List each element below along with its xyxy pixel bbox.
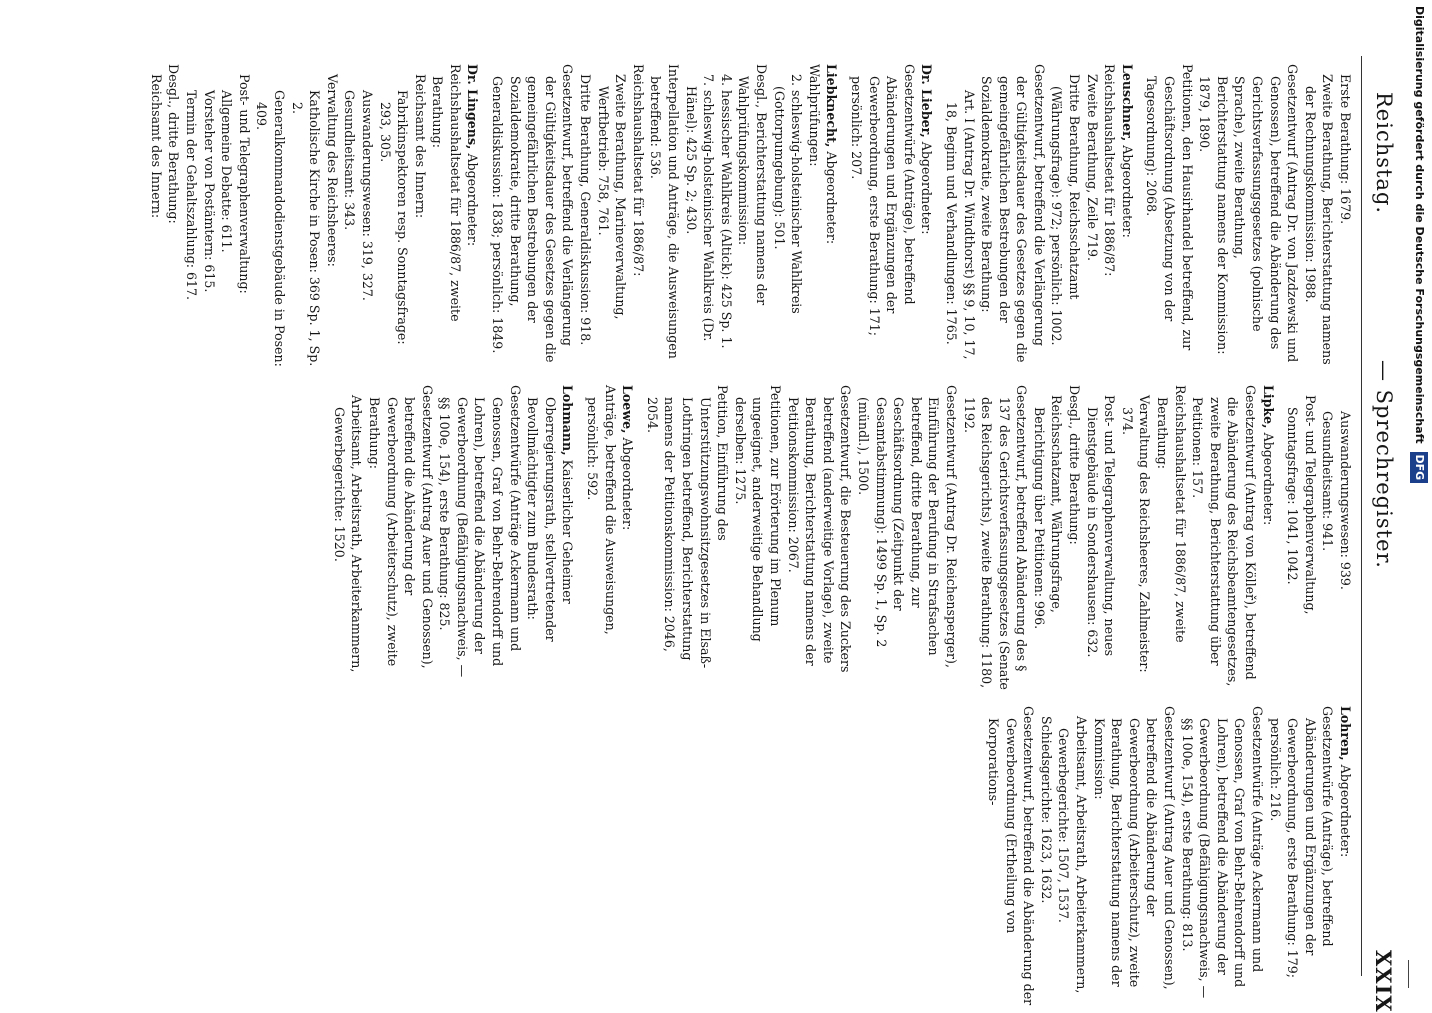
entry-line: [854, 385, 960, 691]
sponsor-strip: [1408, 6, 1432, 606]
entry-text: Zweite Berathung, Zeile 719.: [1084, 74, 1100, 261]
entry-line: [784, 385, 854, 691]
speaker-name: Leuschner,: [1119, 64, 1135, 142]
scan-edge-mark: [1408, 960, 1409, 988]
entry-line: [918, 64, 936, 370]
entry-line: [376, 64, 411, 370]
speaker-name: Lipke,: [1260, 385, 1276, 429]
speaker-name: Lohren,: [1338, 706, 1353, 761]
entry-text: Gesundheitsamt: 343.: [342, 90, 358, 231]
register-entry: [1143, 64, 1354, 370]
sponsor-text-line: [1410, 6, 1428, 606]
register-entry: [489, 64, 841, 370]
register-entry: [1284, 385, 1354, 691]
entry-line: [731, 385, 784, 691]
entry-line: [1301, 64, 1336, 370]
entry-text: Post- und Telegraphenverwaltung, neues Dienstgebäude in Sondershausen: 632.: [1084, 395, 1118, 658]
entry-text: Petition, Einführung des Unterstützungswohnsitzgesetzes in Elsaß-Lothringen betreffend, Berichterstattung namens der Petitionskommission: 2046, 2054.: [644, 385, 731, 669]
entry-text: Post- und Telegraphenverwaltung:: [236, 74, 252, 294]
entry-text: Kaiserlicher Geheimer Oberregierungsrath, stellvertretender Bevollmächtigter zum Bundesrath:: [525, 397, 576, 642]
register-entry: [942, 64, 1136, 370]
entry-text: Gesetzentwurf (Antrag Dr. von Jazdzewski und Genossen), betreffend die Abänderung des Gerichtsverfassungsgesetzes (polnische Sprache), zweite Berathung, Berichterstattung namens der Kommission: 1879, 1890.: [1197, 64, 1301, 363]
entry-line: [717, 64, 735, 370]
entry-line: [1178, 706, 1266, 1012]
entry-text: Arbeitsamt, Arbeitsrath, Arbeiterkammern, Gewerbegerichte: 1507, 1537.: [1056, 716, 1090, 994]
entry-text: Gesetzentwurf, betreffend Abänderung des § 137 des Gerichtsverfassungsgesetzes (Senate des Reichsgerichts), zweite Berathung: 1180, 1192.: [961, 385, 1030, 690]
entry-line: [619, 385, 637, 691]
register-entry: [330, 385, 576, 691]
entry-text: Gesetzentwurf, betreffend die Abänderung der Gewerbeordnung (Ertheilung von Korporations-: [986, 706, 1037, 1006]
entry-text: Gesetzentwürfe (Anträge Ackermann und Genossen, Graf von Behr-Behrendorff und Lohren), betreffend die Abänderung der Gewerbeordnung (Befähigungsnachweis, — §§ 100e, 154), erste Berathung: 813.: [1179, 706, 1266, 999]
entry-text: Schiedsgerichte: 1623, 1632.: [1038, 716, 1054, 904]
entry-text: Desgl., dritte Berathung:: [1067, 385, 1083, 545]
entry-text: 7. schleswig-holsteinischer Wahlkreis (Dr. Hänel): 425 Sp. 2; 430.: [683, 74, 717, 342]
entry-text: Erste Berathung: 1679.: [1338, 74, 1353, 225]
register-entry: [583, 385, 636, 691]
register-entry: [847, 64, 935, 370]
entry-text: Verwaltung des Reichsheeres, Zahlmeister: 374.: [1119, 395, 1153, 673]
entry-line: [1266, 706, 1336, 1012]
speaker-name: Liebknecht,: [824, 64, 840, 148]
entry-line: [1083, 64, 1101, 370]
entry-text: Fabrikinspektoren resp. Sonntagsfrage: 293, 305.: [377, 90, 411, 345]
entry-line: [629, 64, 647, 370]
entry-text: Gesetzentwurf (Antrag von Kölleř), betreffend die Abänderung des Reichsbeamtengesetzes, zweite Berathung, Berichterstattung über Petitionen: 157.: [1190, 385, 1259, 687]
entry-text: Dritte Berathung, Reichsschatzamt (Währungsfrage): 972; persönlich: 1002.: [1049, 74, 1083, 346]
entry-text: Reichsamt des Innern:: [148, 74, 164, 219]
entry-text: Gesetzentwurf, die Besteuerung des Zuckers betreffend (anderweitige Vorlage), zweite Berathung, Berichterstattung namens der Petitionskommission: 2067.: [785, 385, 854, 673]
speaker-name: Loewe,: [620, 385, 636, 434]
entry-line: [823, 64, 841, 370]
entry-text: Reichsschatzamt, Währungsfrage, Berichtigung über Petitionen: 996.: [1031, 395, 1065, 630]
entry-line: [365, 385, 435, 691]
running-head-center: — Sprechregister.: [1372, 360, 1396, 569]
entry-text: Dritte Berathung, Generaldiskussion: 918.: [578, 74, 594, 346]
entry-text: Desgl., Berichterstattung namens der Wahlprüfungskommission:: [736, 64, 769, 306]
entry-text: Gesundheitsamt: 941.: [1320, 411, 1336, 552]
entry-text: Petitionen, zur Erörterung im Plenum ungeeignet, anderweitige Behandlung derselben: 1275.: [732, 385, 783, 642]
entry-line: [770, 64, 805, 370]
entry-line: [1090, 706, 1178, 1012]
entry-text: Abgeordneter:: [1338, 764, 1353, 858]
entry-line: [1143, 64, 1196, 370]
entry-line: [735, 64, 770, 370]
entry-text: Gesetzentwurf (Antrag Auer und Genossen), betreffend die Abänderung der Gewerbeordnung (Arbeiterschutz), zweite Berathung:: [366, 385, 435, 669]
page-number: XXIX: [1371, 950, 1396, 1013]
entry-text: Desgl., dritte Berathung:: [166, 64, 182, 224]
entry-line: [847, 64, 917, 370]
entry-text: Vorsteher von Postämtern: 615.: [201, 90, 217, 293]
entry-line: [985, 706, 1038, 1012]
entry-text: Anträge, betreffend die Ausweisungen, persönlich: 592.: [585, 385, 618, 635]
entry-line: [341, 64, 359, 370]
entry-text: Generalkommandodienstgebäude in Posen: 409.: [254, 90, 287, 367]
entry-line: [594, 64, 629, 370]
entry-text: Gesetzentwurf (Antrag Auer und Genossen), betreffend die Abänderung der Gewerbeordnung (Arbeiterschutz), zweite Berathung, Berichterstattung namens der Kommission:: [1091, 706, 1178, 990]
entry-line: [524, 385, 577, 691]
entry-line: [1030, 385, 1065, 691]
entry-line: [1319, 385, 1337, 691]
entry-text: Arbeitsamt, Arbeitsrath, Arbeiterkammern, Gewerbegerichte: 1520.: [331, 395, 365, 673]
entry-line: [288, 64, 323, 370]
entry-text: Zweite Berathung, Berichterstattung namens der Rechnungskommission: 1988.: [1302, 74, 1336, 365]
entry-text: Reichsamt des Innern:: [412, 74, 428, 219]
entry-line: [165, 64, 183, 370]
entry-line: [1336, 385, 1354, 691]
text-column-3: [114, 706, 1354, 1012]
entry-text: Abgeordneter:: [824, 151, 840, 245]
text-column-2: [114, 385, 1354, 691]
entry-line: [643, 385, 731, 691]
entry-text: 4. hessischer Wahlkreis (Altick): 425 Sp. 1.: [718, 74, 734, 349]
entry-text: Gesetzentwurf, betreffend die Verlängerung der Gültigkeitsdauer des Gesetzes gegen die gemeingefährlichen Bestrebungen der Sozialdemokratie, dritte Berathung, Generaldiskussion: 1838; persönlich: 1849.: [490, 64, 576, 363]
sponsor-text: Digitalisierung gefördert durch die Deutsche Forschungsgemeinschaft: [1413, 6, 1426, 444]
entry-text: Allgemeine Debatte: 611.: [219, 90, 235, 253]
entry-line: [960, 385, 1030, 691]
entry-text: Abgeordneter:: [620, 437, 636, 531]
entry-line: [1083, 385, 1118, 691]
register-entry: [643, 385, 1276, 691]
entry-line: [1118, 385, 1153, 691]
entry-text: Gesetzentwurf, betreffend die Verlängerung der Gültigkeitsdauer des Gesetzes gegen die gemeingefährlichen Bestrebungen der Sozialdemokratie, zweite Berathung:: [979, 64, 1047, 363]
entry-line: [1153, 385, 1188, 691]
entry-line: [682, 64, 717, 370]
entry-line: [1336, 64, 1354, 370]
entry-line: [1196, 64, 1302, 370]
entry-line: [436, 385, 524, 691]
speaker-name: Dr. Lieber,: [919, 64, 935, 138]
entry-line: [182, 64, 200, 370]
entry-line: [1336, 706, 1354, 1012]
entry-line: [1189, 385, 1259, 691]
entry-line: [358, 64, 376, 370]
entry-line: [1101, 64, 1119, 370]
speaker-name: Lohmann,: [560, 385, 576, 456]
register-entry: [147, 64, 481, 370]
entry-line: [253, 64, 288, 370]
entry-text: Termin der Gehaltszahlung: 617.: [184, 90, 199, 301]
entry-text: Auswanderungswesen: 319, 327.: [359, 90, 375, 301]
speaker-name: Dr. Lingens,: [465, 64, 481, 150]
entry-line: [429, 64, 464, 370]
entry-line: [1066, 385, 1084, 691]
entry-text: Gesetzentwürfe (Anträge), betreffend Abänderungen und Ergänzungen der Gewerbeordnung, erste Berathung: 179; persönlich: 216.: [1267, 706, 1336, 979]
entry-line: [323, 64, 341, 370]
entry-line: [1055, 706, 1090, 1012]
register-entry: [985, 706, 1354, 1012]
running-head: [1362, 0, 1396, 1013]
entry-line: [489, 64, 577, 370]
header-rule: [1361, 56, 1362, 976]
entry-text: Abgeordneter:: [1119, 145, 1135, 238]
entry-line: [411, 64, 429, 370]
entry-line: [1037, 706, 1055, 1012]
entry-line: [942, 64, 977, 370]
entry-line: [235, 64, 253, 370]
running-head-left: Reichstag.: [1372, 92, 1396, 215]
entry-text: Wahlprüfungen:: [806, 64, 822, 167]
entry-line: [330, 385, 365, 691]
entry-text: Zweite Berathung, Marineverwaltung, Werftbetrieb: 758, 761.: [595, 74, 629, 320]
entry-line: [464, 64, 482, 370]
entry-line: [1048, 64, 1083, 370]
entry-line: [1259, 385, 1277, 691]
entry-line: [1284, 385, 1319, 691]
entry-line: [805, 64, 823, 370]
dfg-logo: DFG: [1410, 452, 1428, 484]
entry-text: Gesetzentwürfe (Anträge Ackermann und Genossen, Graf von Behr-Behrendorff und Lohren), betreffend die Abänderung der Gewerbeordnung (Befähigungsnachweis, — §§ 100e, 154), erste Berathung: 825.: [437, 385, 523, 678]
entry-line: [647, 64, 682, 370]
entry-line: [218, 64, 236, 370]
entry-text: Gesetzentwurf (Antrag Dr. Reichensperger), Einführung der Berufung in Strafsachen betreffend, dritte Berathung, zur Geschäftsordnung (Zeitpunkt der Gesamtabstimmung): 1499 Sp. 1, Sp. 2 (mündl.), 1500.: [855, 385, 959, 668]
entry-text: 2. schleswig-holsteinischer Wahlkreis (Gottorpumgebung): 501.: [771, 74, 805, 314]
entry-text: Abgeordneter:: [1260, 432, 1276, 526]
entry-line: [583, 385, 618, 691]
entry-text: Reichshaushaltsetat für 1886/87:: [1102, 64, 1118, 277]
entry-text: Auswanderungswesen: 939.: [1338, 411, 1353, 590]
entry-text: Petitionen, den Hausirhandel betreffend, zur Geschäftsordnung (Absetzung von der Tagesordnung): 2068.: [1144, 64, 1195, 351]
entry-text: Interpellation und Anträge, die Ausweisungen betreffend: 536.: [648, 64, 682, 359]
entry-text: Art. I (Antrag Dr. Windthorst) §§ 9, 10, 17, 18, Beginn und Verhandlungen: 1765.: [943, 90, 977, 360]
entry-line: [978, 64, 1048, 370]
entry-text: Katholische Kirche in Posen: 369 Sp. 1, Sp. 2.: [289, 90, 323, 367]
entry-line: [147, 64, 165, 370]
entry-text: Verwaltung des Reichsheeres:: [324, 74, 340, 267]
entry-text: Gesetzentwürfe (Anträge), betreffend Abänderungen und Ergänzungen der Gewerbeordnung, erste Berathung: 171; persönlich: 207.: [848, 64, 917, 337]
text-column-1: [114, 64, 1354, 370]
entry-line: [200, 64, 218, 370]
entry-text: Reichshaushaltsetat für 1886/87, zweite Berathung:: [430, 64, 463, 322]
entry-text: Reichshaushaltsetat für 1886/87, zweite Berathung:: [1155, 385, 1188, 643]
entry-text: Abgeordneter:: [919, 141, 935, 235]
entry-text: Post- und Telegraphenverwaltung, Sonntagsfrage: 1041, 1042.: [1285, 395, 1318, 615]
entry-text: Reichshaushaltsetat für 1886/87:: [630, 64, 646, 277]
entry-line: [576, 64, 594, 370]
entry-line: [1118, 64, 1136, 370]
entry-text: Abgeordneter:: [465, 153, 481, 247]
